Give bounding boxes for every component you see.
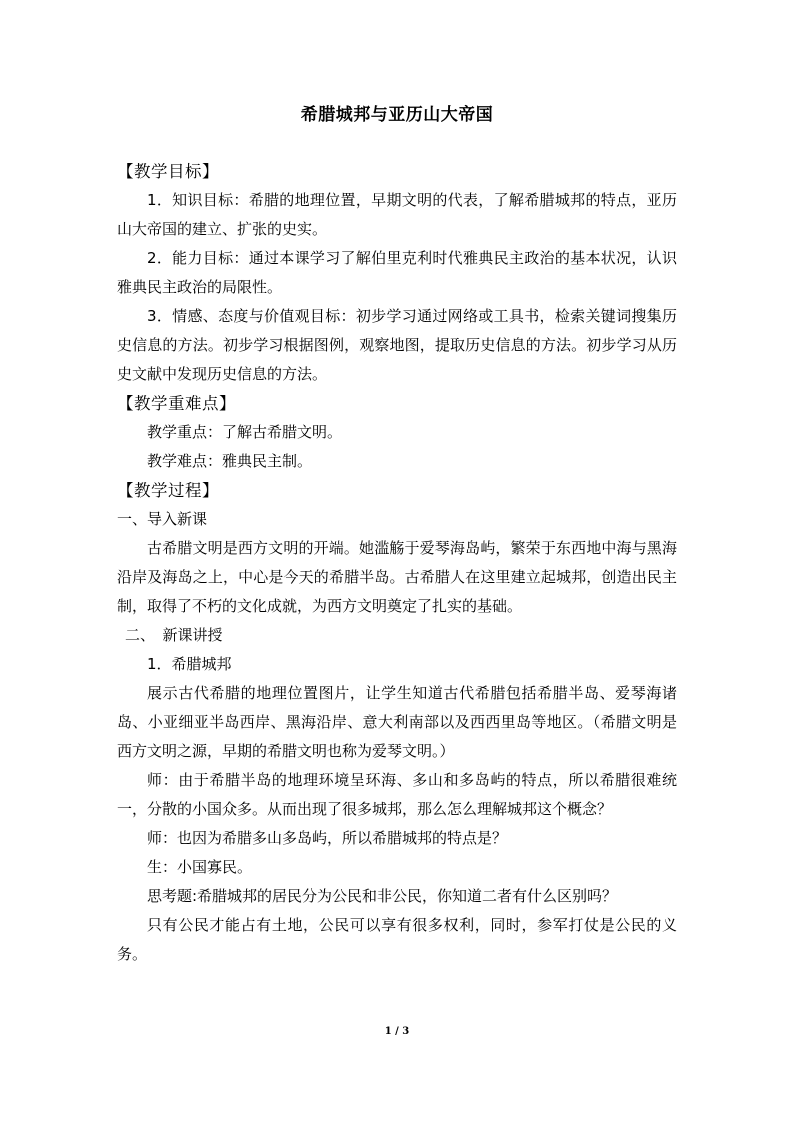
subheading-intro: 一、导入新课 — [117, 510, 208, 528]
document-title: 希腊城邦与亚历山大帝国 — [300, 105, 494, 125]
subheading-new-lesson: 二、 新课讲授 — [125, 626, 223, 644]
section-heading-key-points: 【教学重难点】 — [117, 394, 236, 413]
paragraph-knowledge-goal: 1．知识目标：希腊的地理位置，早期文明的代表，了解希腊城邦的特点，亚历山大帝国的建立、扩张的史实。 — [117, 191, 677, 238]
paragraph-ability-goal: 2．能力目标：通过本课学习了解伯里克利时代雅典民主政治的基本状况，认识雅典民主政治的局限性。 — [117, 249, 677, 296]
paragraph-focus: 教学重点：了解古希腊文明。 — [147, 423, 343, 441]
paragraph-think-question: 思考题:希腊城邦的居民分为公民和非公民，你知道二者有什么区别吗？ — [147, 887, 618, 905]
document-body — [117, 157, 677, 969]
section-heading-process: 【教学过程】 — [117, 481, 219, 500]
paragraph-intro: 古希腊文明是西方文明的开端。她滥觞于爱琴海岛屿，繁荣于东西地中海与黑海沿岸及海岛之上，中心是今天的希腊半岛。古希腊人在这里建立起城邦，创造出民主制，取得了不朽的文化成就，为西方文明奠定了扎实的基础。 — [117, 539, 677, 615]
paragraph-geography: 展示古代希腊的地理位置图片，让学生知道古代希腊包括希腊半岛、爱琴海诸岛、小亚细亚半岛西岸、黑海沿岸、意大利南部以及西西里岛等地区。（希腊文明是西方文明之源，早期的希腊文明也称为爱琴文明。） — [117, 684, 677, 760]
paragraph-teacher-question-1: 师：由于希腊半岛的地理环境呈环海、多山和多岛屿的特点，所以希腊很难统一，分散的小国众多。从而出现了很多城邦，那么怎么理解城邦这个概念？ — [117, 771, 677, 818]
paragraph-emotion-goal: 3．情感、态度与价值观目标：初步学习通过网络或工具书，检索关键词搜集历史信息的方法。初步学习根据图例，观察地图，提取历史信息的方法。初步学习从历史文献中发现历史信息的方法。 — [117, 307, 677, 383]
page-number: 1 / 3 — [384, 1026, 410, 1037]
subheading-greek-city-states: 1．希腊城邦 — [147, 655, 232, 673]
section-heading-objectives: 【教学目标】 — [117, 162, 219, 181]
paragraph-difficulty: 教学难点：雅典民主制。 — [147, 452, 313, 470]
paragraph-citizen-answer: 只有公民才能占有土地，公民可以享有很多权利，同时，参军打仗是公民的义务。 — [117, 916, 677, 963]
paragraph-student-answer: 生：小国寡民。 — [147, 858, 253, 876]
paragraph-teacher-question-2: 师：也因为希腊多山多岛屿，所以希腊城邦的特点是？ — [147, 829, 508, 847]
